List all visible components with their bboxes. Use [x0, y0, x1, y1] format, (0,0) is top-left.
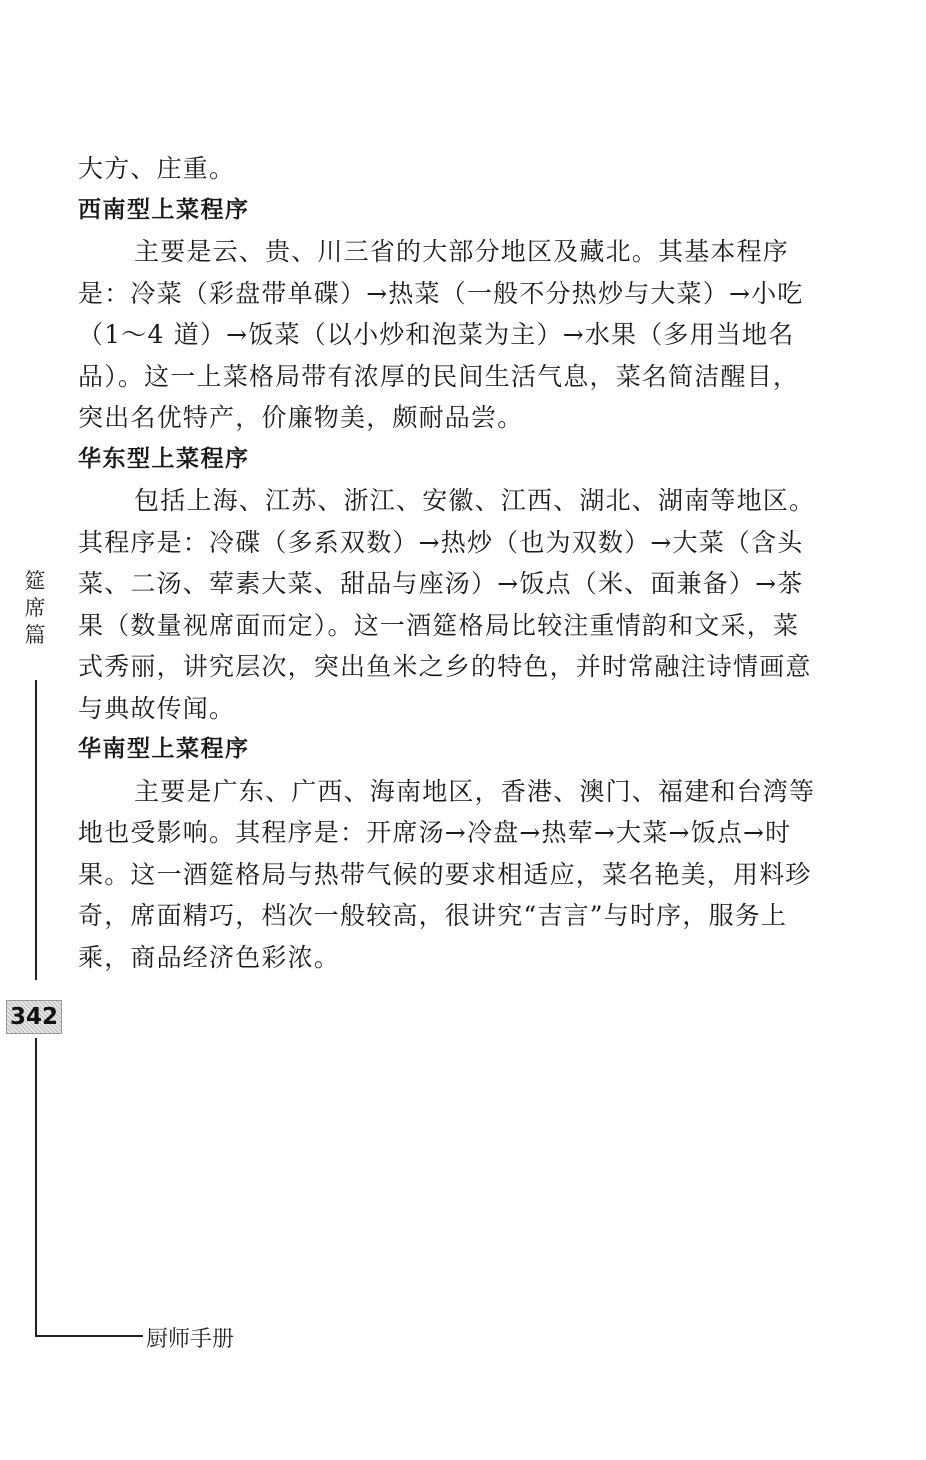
page-number: 342 — [6, 1000, 62, 1034]
paragraph-line: 菜、二汤、荤素大菜、甜品与座汤）→饭点（米、面兼备）→茶 — [78, 569, 804, 598]
margin-rule-bottom — [35, 1038, 37, 1336]
paragraph-line: 是：冷菜（彩盘带单碟）→热菜（一般不分热炒与大菜）→小吃 — [78, 278, 804, 308]
paragraph-line: 其程序是：冷碟（多系双数）→热炒（也为双数）→大菜（含头 — [78, 527, 804, 557]
paragraph-line: 突出名优特产，价廉物美，颇耐品尝。 — [78, 403, 524, 432]
footer-title: 厨师手册 — [146, 1327, 235, 1352]
paragraph-line: 地也受影响。其程序是：开席汤→冷盘→热荤→大菜→饭点→时 — [78, 818, 792, 847]
paragraph-line: 主要是云、贵、川三省的大部分地区及藏北。其基本程序 — [134, 237, 790, 266]
side-label-char: 席 — [24, 596, 46, 620]
paragraph-line: 包括上海、江苏、浙江、安徽、江西、湖北、湖南等地区。 — [134, 486, 816, 515]
side-label-char: 筵 — [24, 569, 46, 593]
paragraph-line: 品）。这一上菜格局带有浓厚的民间生活气息，菜名简洁醒目， — [78, 361, 800, 391]
page-body — [78, 148, 868, 978]
margin-rule-top — [35, 680, 37, 980]
paragraph-line: （1～4 道）→饭菜（以小炒和泡菜为主）→水果（多用当地名 — [78, 320, 795, 349]
side-label-char: 篇 — [24, 623, 46, 647]
paragraph-line: 式秀丽，讲究层次，突出鱼米之乡的特色，并时常融注诗情画意 — [78, 652, 812, 681]
section-heading-south: 华南型上菜程序 — [78, 736, 250, 762]
paragraph-line: 果。这一酒筵格局与热带气候的要求相适应，菜名艳美，用料珍 — [78, 859, 812, 889]
paragraph-line: 与典故传闻。 — [78, 693, 236, 723]
section-heading-southwest: 西南型上菜程序 — [78, 196, 250, 223]
paragraph-line: 主要是广东、广西、海南地区，香港、澳门、福建和台湾等 — [134, 776, 816, 806]
text-line: 大方、庄重。 — [78, 154, 236, 183]
footer-rule — [35, 1335, 143, 1337]
paragraph-line: 奇，席面精巧，档次一般较高，很讲究“吉言”与时序，服务上 — [78, 901, 788, 930]
paragraph-line: 果（数量视席面而定）。这一酒筵格局比较注重情韵和文采，菜 — [78, 610, 800, 640]
section-side-label — [22, 568, 48, 649]
paragraph-line: 乘，商品经济色彩浓。 — [78, 942, 341, 972]
section-heading-east: 华东型上菜程序 — [78, 445, 250, 472]
